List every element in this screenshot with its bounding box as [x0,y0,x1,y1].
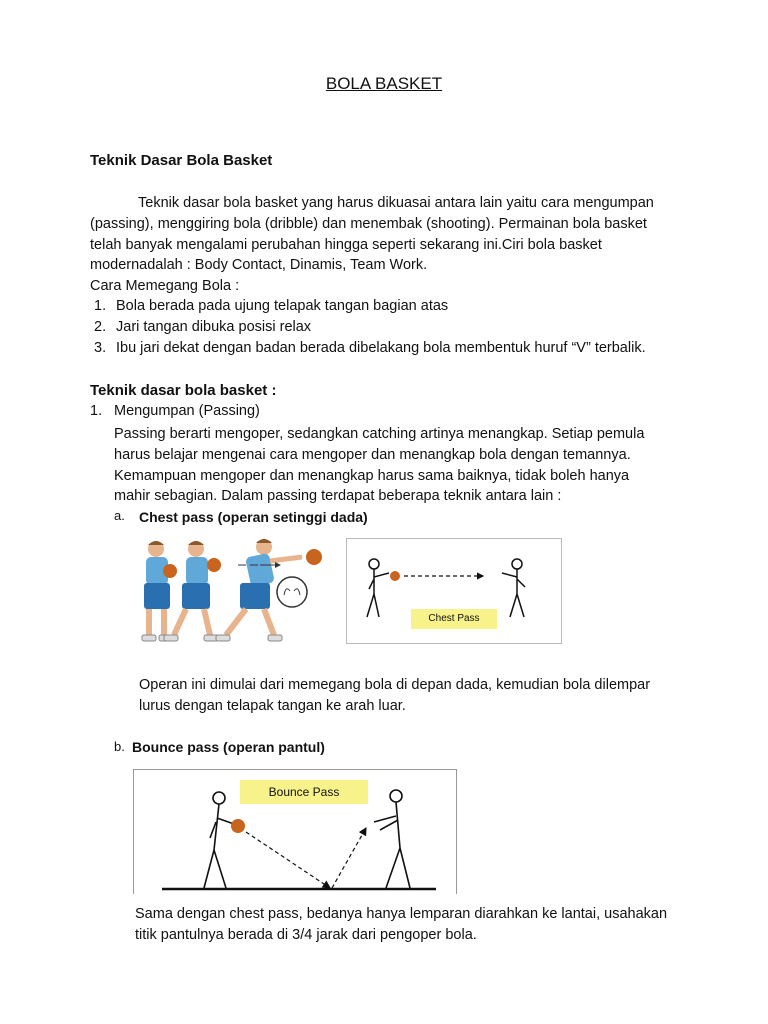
paragraph-line: Passing berarti mengoper, sedangkan catching artinya menangkap. Setiap pemula [114,426,645,442]
chest-pass-heading: Chest pass (operan setinggi dada) [139,509,368,525]
sub-label-b: b. [114,739,125,754]
player-figure [164,541,218,641]
bounce-pass-paragraph [135,904,667,946]
paragraph-line: titik pantulnya berada di 3/4 jarak dari pengoper bola. [135,926,477,943]
chest-pass-label: Chest Pass [411,609,497,629]
list-text: Jari tangan dibuka posisi relax [116,319,312,335]
section-heading-teknik-dasar-2: Teknik dasar bola basket : [90,382,277,399]
list-item [94,340,646,356]
stick-figure-passer [367,559,389,617]
list-number: 3. [94,340,107,356]
ball-icon [231,819,245,833]
paragraph-line: Teknik dasar bola basket yang harus dikuasai antara lain yaitu cara mengumpan [138,195,654,211]
ball-icon [390,571,400,581]
intro-paragraph [90,193,654,297]
chest-pass-diagram [346,538,562,644]
chest-pass-paragraph [139,675,650,717]
bounce-pass-label: Bounce Pass [240,780,368,804]
sub-label-a: a. [114,508,125,523]
paragraph-line: mahir sebagian. Dalam passing terdapat beberapa teknik antara lain : [114,488,562,505]
list-number: 2. [94,319,107,335]
paragraph-line: Sama dengan chest pass, bedanya hanya lemparan diarahkan ke lantai, usahakan [135,906,668,922]
paragraph-line: telah banyak mengalami perubahan hingga seperti sekarang ini.Ciri bola basket [90,236,602,253]
stick-figure-receiver [502,559,525,617]
paragraph-line: (passing), menggiring bola (dribble) dan menembak (shooting). Permainan bola basket [90,215,647,232]
passing-paragraph [114,424,644,507]
chest-pass-players-figure [134,535,330,650]
hand-detail-icon [277,577,307,607]
stick-figure-passer [204,792,234,888]
list-item [94,298,448,314]
bounce-arrow-up [332,828,366,888]
paragraph-line: harus belajar mengenai cara mengoper dan menangkap bola dengan temannya. [114,446,631,463]
paragraph-line: Operan ini dimulai dari memegang bola di depan dada, kemudian bola dilempar [139,677,651,693]
list-item [94,319,311,335]
stick-figure-receiver [374,790,410,888]
list-item-mengumpan [90,403,260,419]
paragraph-line: modernadalah : Body Contact, Dinamis, Team Work. [90,257,428,274]
list-number: 1. [90,403,103,419]
list-number: 1. [94,298,107,314]
paragraph-line: lurus dengan telapak tangan ke arah luar. [139,697,406,714]
ball-icon [306,549,322,565]
list-text: Ibu jari dekat dengan badan berada dibelakang bola membentuk huruf “V” terbalik. [116,340,646,356]
list-text: Mengumpan (Passing) [114,403,260,419]
section-heading-teknik-dasar: Teknik Dasar Bola Basket [90,152,273,169]
ball-icon [163,564,177,578]
paragraph-line: Kemampuan mengoper dan menangkap harus sama baiknya, tidak boleh hanya [114,467,630,484]
ball-icon [207,558,221,572]
bounce-pass-heading: Bounce pass (operan pantul) [132,739,325,755]
bounce-arrow-down [246,832,330,888]
subheading-cara-memegang: Cara Memegang Bola : [90,278,240,295]
bounce-pass-diagram [133,769,457,894]
list-text: Bola berada pada ujung telapak tangan bagian atas [116,298,449,314]
page-title: BOLA BASKET [325,74,443,93]
player-figure [142,541,173,641]
